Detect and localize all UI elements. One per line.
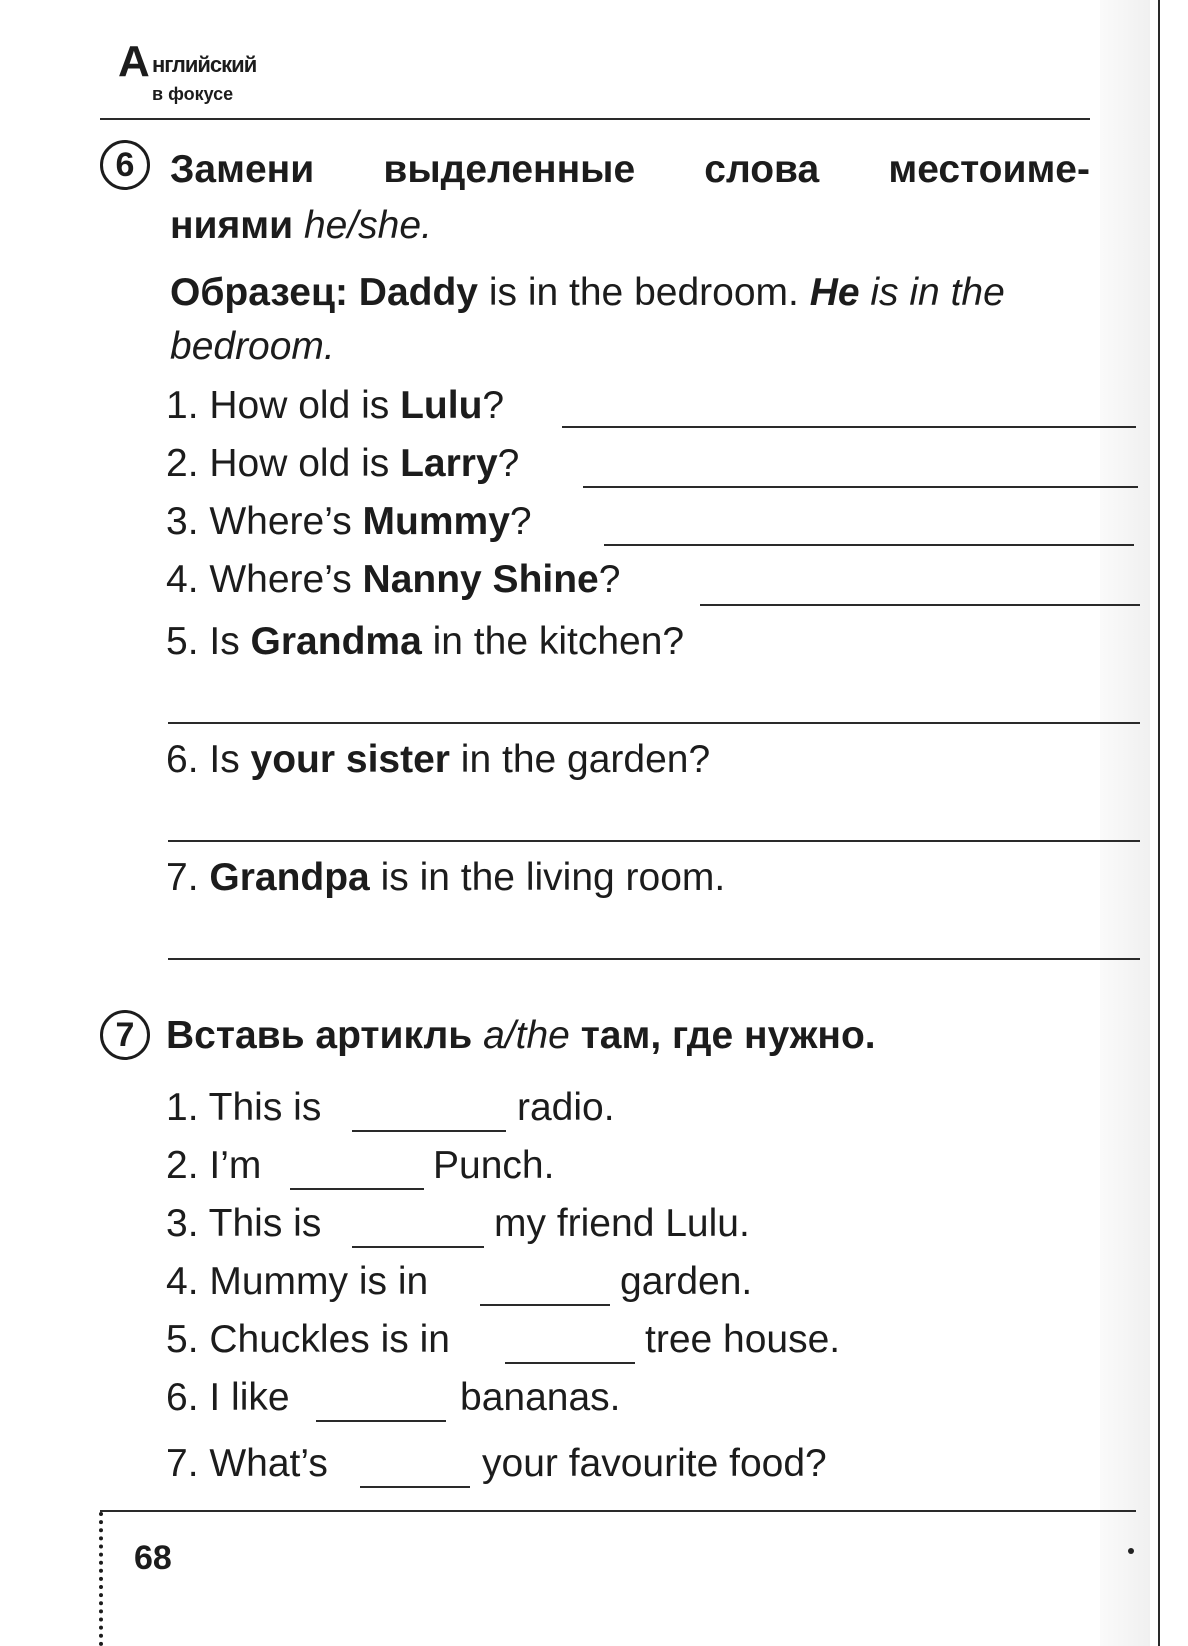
heading-word: ниями <box>170 204 294 247</box>
task-7-item-5: 5. Chuckles is in <box>166 1318 450 1361</box>
heading-word: Замени <box>170 148 315 191</box>
answer-line[interactable] <box>583 486 1138 488</box>
task-6-item-7: 7. Grandpa is in the living room. <box>166 856 726 899</box>
article-blank[interactable] <box>360 1486 470 1488</box>
task-6-item-2: 2. How old is Larry? <box>166 442 520 485</box>
book-logo: А нглийский в фокусе <box>118 37 257 104</box>
sample-answer-pronoun: He <box>809 271 860 314</box>
page-edge-line <box>1158 0 1160 1646</box>
heading-word: местоиме- <box>888 148 1090 191</box>
task-7-item-5-rest: tree house. <box>645 1318 841 1361</box>
footer-rule <box>100 1510 1136 1512</box>
print-speck <box>1128 1548 1134 1554</box>
task-7-item-4-rest: garden. <box>620 1260 753 1303</box>
article-blank[interactable] <box>480 1304 610 1306</box>
sample-label: Образец: <box>170 271 348 314</box>
article-blank[interactable] <box>290 1188 424 1190</box>
task-6-item-3: 3. Where’s Mummy? <box>166 500 532 543</box>
task-6-item-5: 5. Is Grandma in the kitchen? <box>166 620 685 663</box>
article-blank[interactable] <box>505 1362 635 1364</box>
page-number: 68 <box>134 1539 172 1577</box>
task-7-number: 7 <box>100 1010 150 1060</box>
task-6-number: 6 <box>100 140 150 190</box>
task-6-item-1: 1. How old is Lulu? <box>166 384 505 427</box>
task-7-item-3-rest: my friend Lulu. <box>494 1202 750 1245</box>
sample-subject: Daddy <box>358 271 478 314</box>
dotted-margin-line <box>99 1512 103 1646</box>
answer-line[interactable] <box>604 544 1134 546</box>
answer-line[interactable] <box>562 426 1136 428</box>
task-7-item-7: 7. What’s <box>166 1442 328 1485</box>
task-7-item-1-rest: radio. <box>517 1086 615 1129</box>
heading-word: выделенные <box>383 148 636 191</box>
task-7-item-6: 6. I like <box>166 1376 290 1419</box>
sample-sentence: is in the bedroom. <box>488 271 799 314</box>
answer-line[interactable] <box>168 722 1140 724</box>
article-blank[interactable] <box>352 1246 484 1248</box>
header-rule <box>100 118 1090 120</box>
answer-line[interactable] <box>168 958 1140 960</box>
task-7-item-6-rest: bananas. <box>460 1376 621 1419</box>
heading-word: слова <box>704 148 820 191</box>
answer-line[interactable] <box>700 604 1140 606</box>
task-6-heading <box>170 142 1145 254</box>
sample-answer-continued: bedroom. <box>170 325 335 368</box>
task-7-item-4: 4. Mummy is in <box>166 1260 429 1303</box>
article-blank[interactable] <box>352 1130 506 1132</box>
task-7-heading: Вставь артикль a/the там, где нужно. <box>166 1014 876 1057</box>
heading-pronouns: he/she. <box>303 204 432 247</box>
task-7-item-3: 3. This is <box>166 1202 322 1245</box>
task-6-item-6: 6. Is your sister in the garden? <box>166 738 711 781</box>
article-blank[interactable] <box>316 1420 446 1422</box>
task-7-item-2-rest: Punch. <box>433 1144 555 1187</box>
answer-line[interactable] <box>168 840 1140 842</box>
task-6-item-4: 4. Where’s Nanny Shine? <box>166 558 621 601</box>
task-7-item-2: 2. I’m <box>166 1144 262 1187</box>
task-7-item-1: 1. This is <box>166 1086 322 1129</box>
heading-articles: a/the <box>483 1014 570 1057</box>
sample-answer: is in the <box>870 271 1005 314</box>
task-6-sample <box>170 266 1150 374</box>
task-7-item-7-rest: your favourite food? <box>482 1442 827 1485</box>
